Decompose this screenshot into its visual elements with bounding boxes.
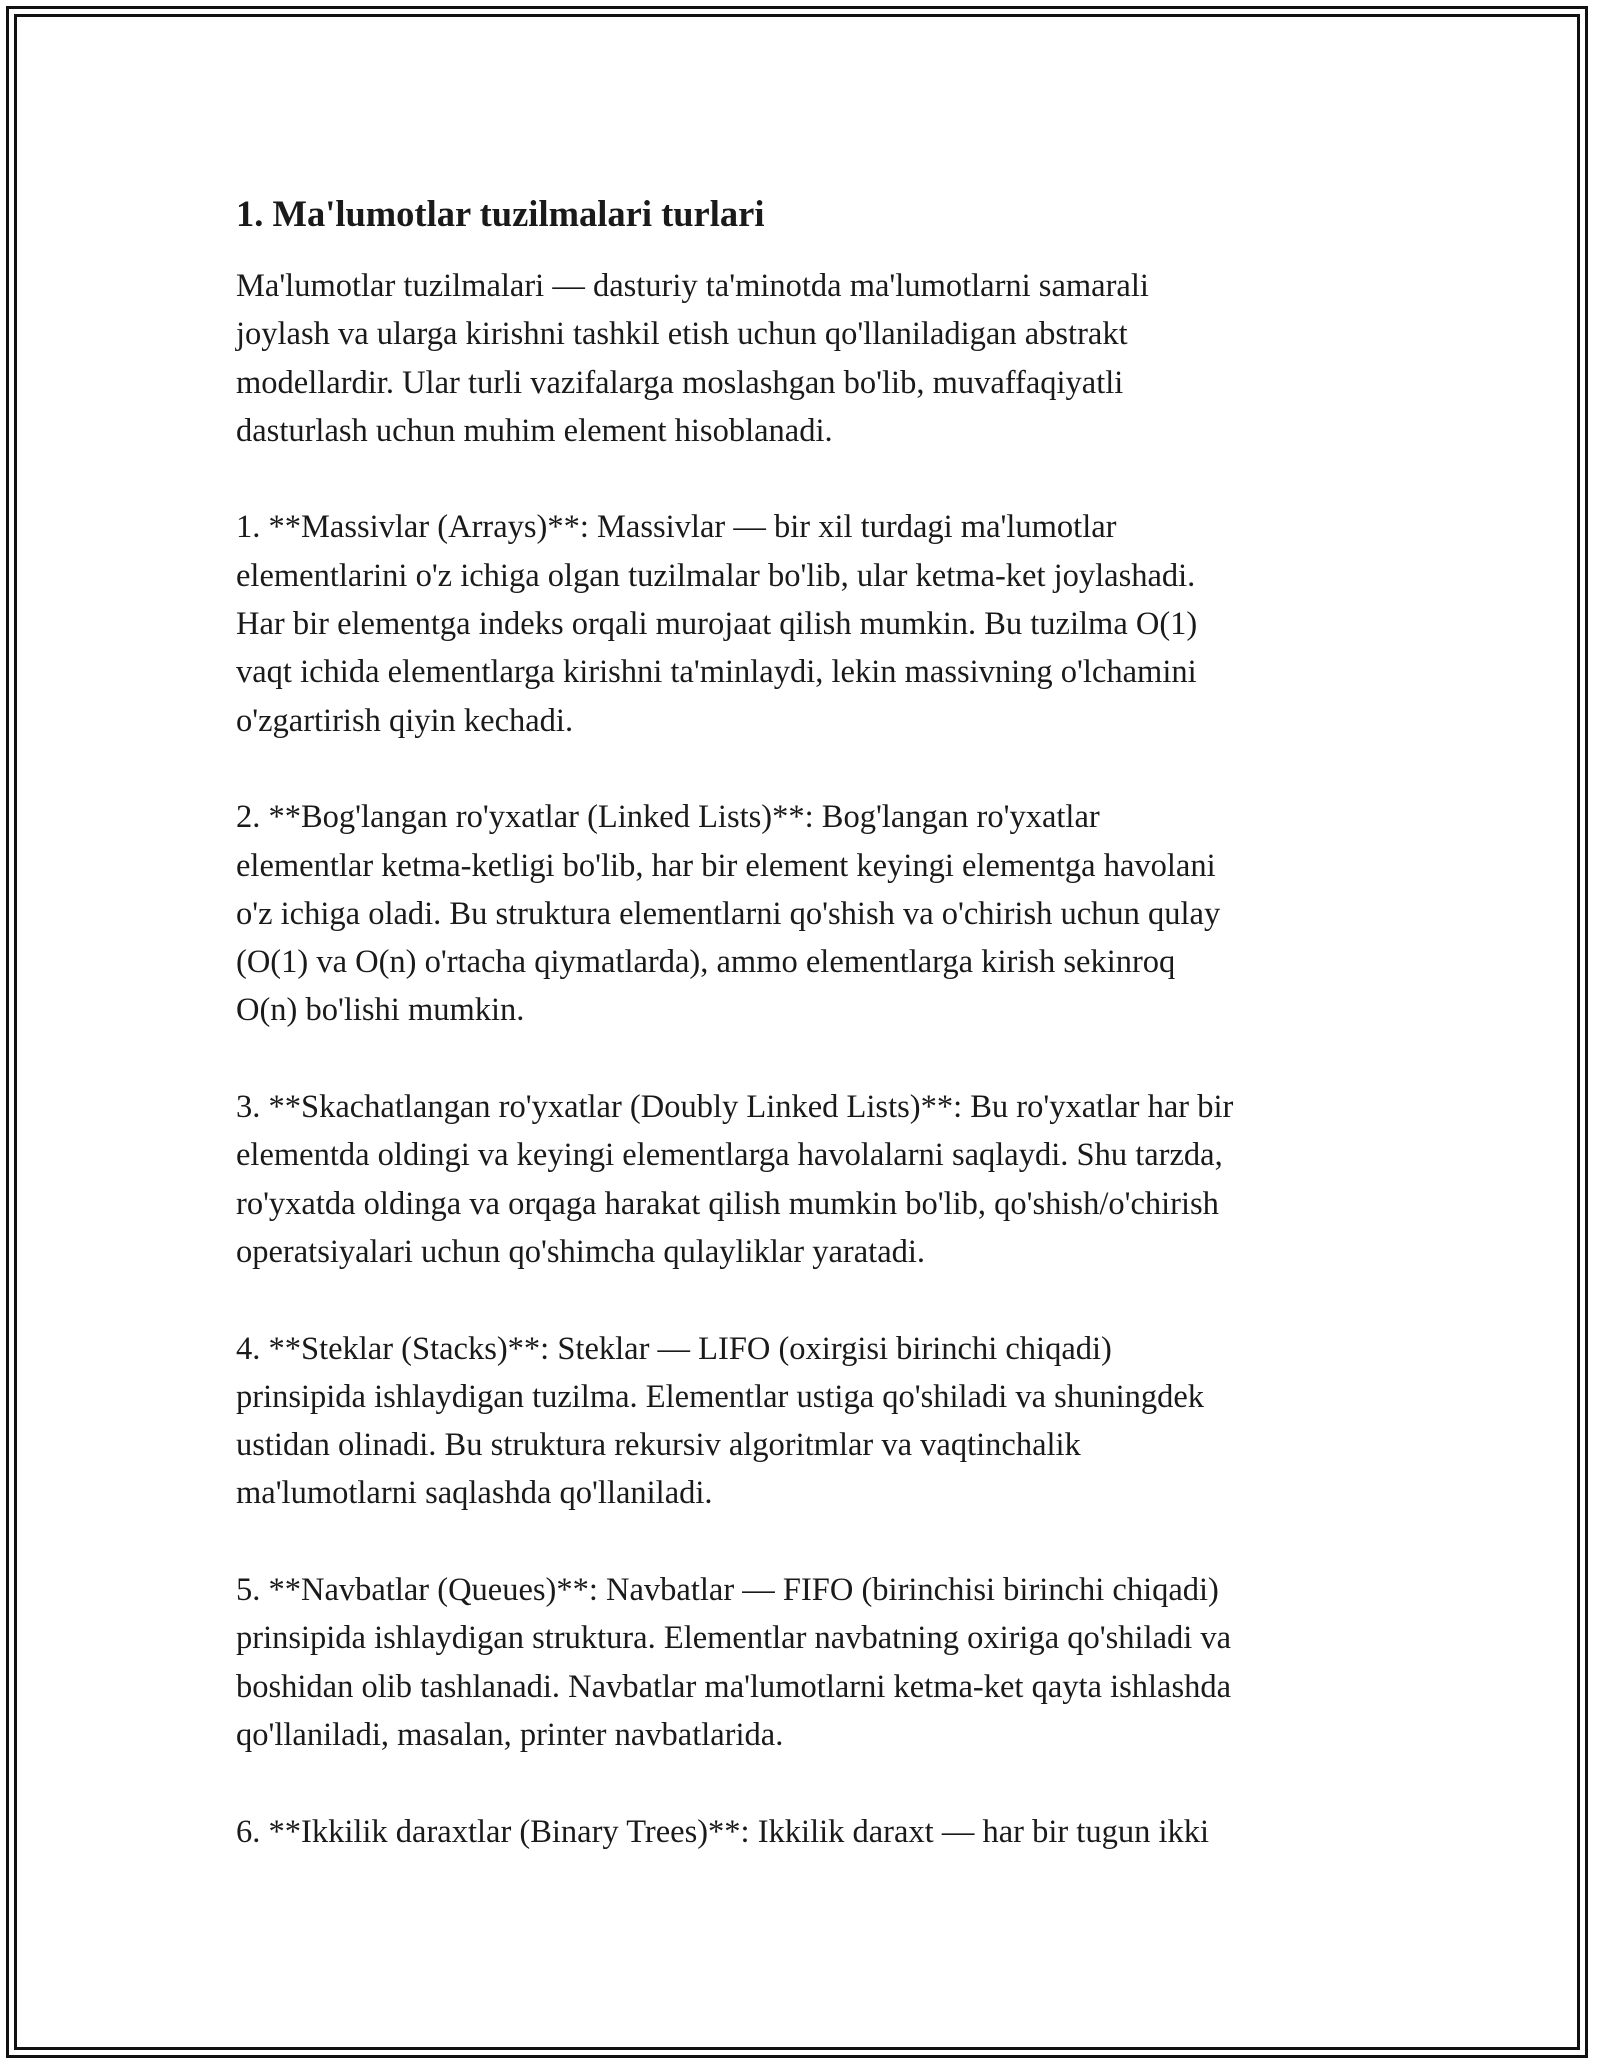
paragraph-stacks: 4. **Steklar (Stacks)**: Steklar — LIFO (oxirgisi birinchi chiqadi) prinsipida ishlaydigan tuzilma. Elementlar ustiga qo'shiladi va shuningdek ustidan olinadi. Bu struktura rekursiv algoritmlar va vaqtinchalik ma'lumotlarni saqlashda qo'llaniladi. [236,1330,1205,1512]
paragraph-linked-lists: 2. **Bog'langan ro'yxatlar (Linked Lists)**: Bog'langan ro'yxatlar elementlar ketma-ketligi bo'lib, har bir element keyingi elementga havolani o'z ichiga oladi. Bu struktura elementlarni qo'shish va o'chirish uchun qulay (O(1) va O(n) o'rtacha qiymatlarda), ammo elementlarga kirish sekinroq O(n) bo'lishi mumkin. [236,799,1221,1029]
section-heading: 1. Ma'lumotlar tuzilmalari turlari [236,193,765,234]
paragraph-binary-trees: 6. **Ikkilik daraxtlar (Binary Trees)**: Ikkilik daraxt — har bir tugun ikki [236,1813,1210,1850]
intro-paragraph: Ma'lumotlar tuzilmalari — dasturiy ta'minotda ma'lumotlarni samarali joylash va ularga kirishni tashkil etish uchun qo'llaniladigan abstrakt modellardir. Ular turli vazifalarga moslashgan bo'lib, muvaffaqiyatli dasturlash uchun muhim element hisoblanadi. [236,268,1149,449]
paragraph-doubly-linked-lists: 3. **Skachatlangan ro'yxatlar (Doubly Linked Lists)**: Bu ro'yxatlar har bir elementda oldingi va keyingi elementlarga havolalarni saqlaydi. Shu tarzda, ro'yxatda oldinga va orqaga harakat qilish mumkin bo'lib, qo'shish/o'chirish operatsiyalari uchun qo'shimcha qulayliklar yaratadi. [236,1089,1234,1270]
paragraph-arrays: 1. **Massivlar (Arrays)**: Massivlar — bir xil turdagi ma'lumotlar elementlarini o'z ichiga olgan tuzilmalar bo'lib, ular ketma-ket joylashadi. Har bir elementga indeks orqali murojaat qilish mumkin. Bu tuzilma O(1) vaqt ichida elementlarga kirishni ta'minlaydi, lekin massivning o'lchamini o'zgartirish qiyin kechadi. [236,509,1198,739]
paragraph-queues: 5. **Navbatlar (Queues)**: Navbatlar — FIFO (birinchisi birinchi chiqadi) prinsipida ishlaydigan struktura. Elementlar navbatning oxiriga qo'shiladi va boshidan olib tashlanadi. Navbatlar ma'lumotlarni ketma-ket qayta ishlashda qo'llaniladi, masalan, printer navbatlarida. [236,1572,1232,1753]
document-body [236,186,1386,1904]
